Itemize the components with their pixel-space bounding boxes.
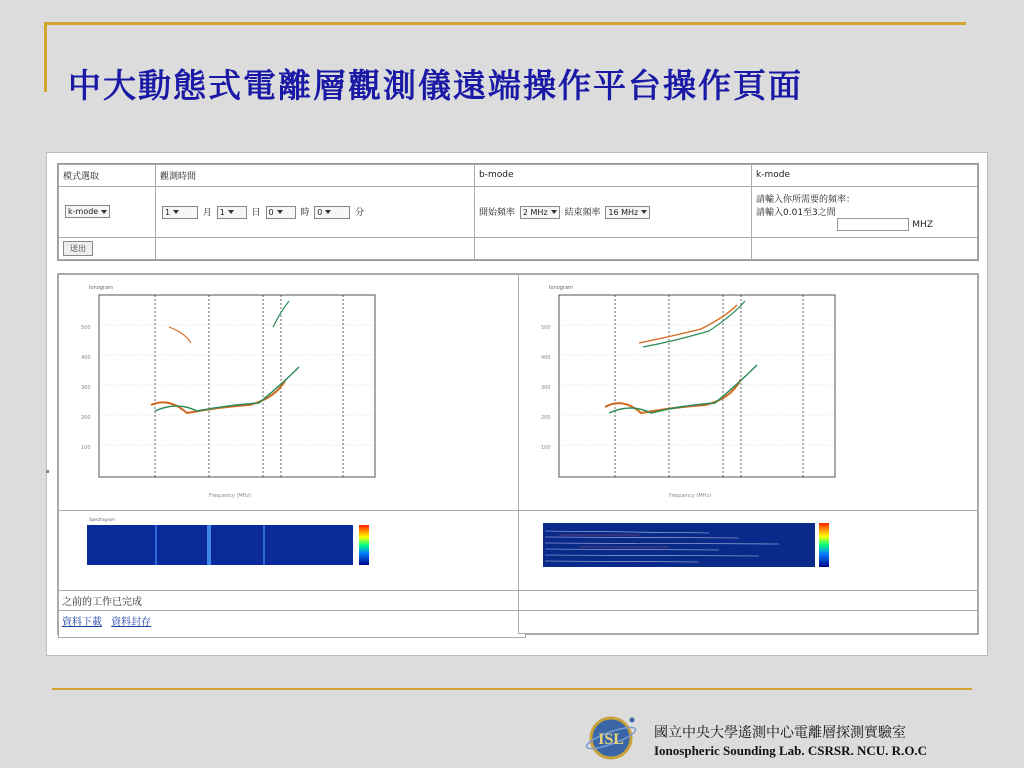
ytick: 200 xyxy=(541,415,551,421)
bmode-cell xyxy=(475,186,752,238)
chevron-down-icon xyxy=(228,210,234,214)
ionogram-left-cell xyxy=(58,274,520,512)
kmode-header: k-mode xyxy=(752,165,978,187)
end-freq-label: 結束頻率 xyxy=(564,207,601,218)
svg-text:Ionogram: Ionogram xyxy=(549,285,573,291)
chevron-down-icon xyxy=(173,210,179,214)
chevron-down-icon xyxy=(325,210,331,214)
spectrogram-left-cell xyxy=(58,510,520,592)
kmode-prompt-1: 請輸入你所需要的頻率： xyxy=(756,195,856,206)
footer-lab-name-en: Ionospheric Sounding Lab. CSRSR. NCU. R.O.C xyxy=(654,743,928,758)
hour-label: 時 xyxy=(300,207,310,218)
start-freq-select[interactable]: 2 MHz xyxy=(520,206,560,219)
end-freq-select[interactable]: 16 MHz xyxy=(605,206,650,219)
slide-marker xyxy=(46,470,49,473)
submit-button[interactable]: 送出 xyxy=(63,241,93,256)
footer-lab-name-cn: 國立中央大學遙測中心電離層探測實驗室 xyxy=(654,725,906,741)
mode-select[interactable]: k-mode xyxy=(65,205,110,218)
mode-cell xyxy=(59,186,156,238)
ytick: 300 xyxy=(81,385,91,391)
empty-cell xyxy=(518,610,978,634)
empty-cell xyxy=(518,590,978,612)
hour-select[interactable]: 0 xyxy=(266,206,296,219)
ytick: 400 xyxy=(81,355,91,361)
results-grid xyxy=(57,273,979,635)
chevron-down-icon xyxy=(551,210,557,214)
control-panel xyxy=(57,163,979,261)
ytick: 100 xyxy=(81,445,91,451)
chevron-down-icon xyxy=(277,210,283,214)
slide-left-rule xyxy=(44,22,47,92)
ytick: 200 xyxy=(81,415,91,421)
ytick: 500 xyxy=(541,325,551,331)
minute-select[interactable]: 0 xyxy=(314,206,350,219)
bmode-header: b-mode xyxy=(475,165,752,187)
spectrogram-left xyxy=(59,511,519,591)
submit-cell xyxy=(59,238,156,260)
ionogram-right-cell xyxy=(518,274,978,512)
chevron-down-icon xyxy=(101,210,107,214)
spectrogram-right xyxy=(519,511,977,591)
day-select[interactable]: 1 xyxy=(217,206,247,219)
empty-cell xyxy=(752,238,978,260)
spectrogram-right-cell xyxy=(518,510,978,592)
status-message: 之前的工作已完成 xyxy=(62,597,142,608)
month-label: 月 xyxy=(202,207,212,218)
start-freq-label: 開始頻率 xyxy=(479,207,516,218)
download-link[interactable]: 資料下載 xyxy=(62,617,102,628)
time-header: 觀測時間 xyxy=(156,165,475,187)
ionogram-left xyxy=(59,275,519,511)
slide-title: 中大動態式電離層觀測儀遠端操作平台操作頁面 xyxy=(68,66,803,105)
minute-label: 分 xyxy=(355,207,365,218)
slide-bottom-rule xyxy=(52,688,972,690)
svg-text:Spectrogram: Spectrogram xyxy=(89,517,115,522)
chevron-down-icon xyxy=(641,210,647,214)
kmode-frequency-input[interactable] xyxy=(837,218,909,231)
web-screenshot xyxy=(46,152,988,656)
empty-cell xyxy=(156,238,475,260)
time-cell xyxy=(156,186,475,238)
links-cell xyxy=(58,610,526,638)
svg-text:Ionogram: Ionogram xyxy=(89,285,113,291)
kmode-prompt-2: 請輸入0.01至3之間 xyxy=(756,208,836,219)
day-label: 日 xyxy=(251,207,261,218)
archive-link[interactable]: 資料封存 xyxy=(111,617,152,628)
month-select[interactable]: 1 xyxy=(162,206,198,219)
ytick: 300 xyxy=(541,385,551,391)
empty-cell xyxy=(475,238,752,260)
ytick: 100 xyxy=(541,445,551,451)
isl-logo xyxy=(580,708,642,764)
slide-top-rule xyxy=(44,22,966,25)
kmode-cell xyxy=(752,186,978,238)
x-axis-label: Frequency (MHz) xyxy=(209,493,252,499)
ytick: 500 xyxy=(81,325,91,331)
logo-text: ISL xyxy=(598,731,624,748)
x-axis-label: Frequency (MHz) xyxy=(669,493,712,499)
kmode-unit: MHZ xyxy=(912,220,933,231)
mode-header: 模式選取 xyxy=(59,165,156,187)
ytick: 400 xyxy=(541,355,551,361)
ionogram-right xyxy=(519,275,977,511)
